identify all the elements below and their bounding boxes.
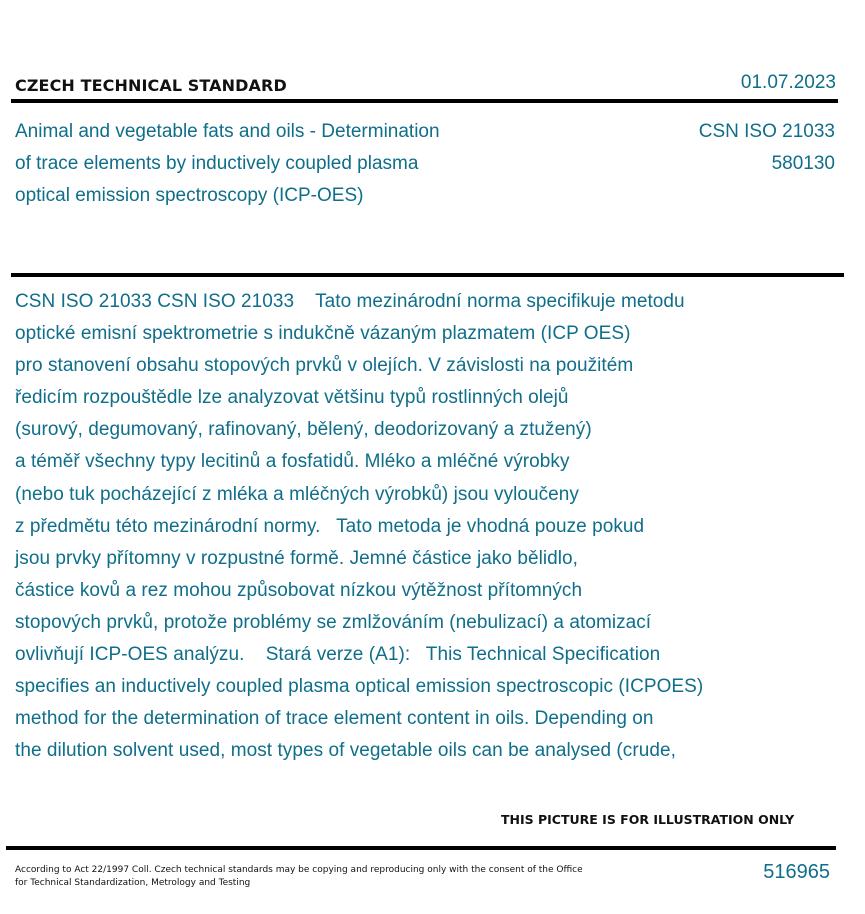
abstract-line: jsou prvky přítomny v rozpustné formě. Jemné částice jako bělidlo, — [15, 547, 578, 569]
header-date: 01.07.2023 — [740, 72, 836, 93]
standard-code: CSN ISO 21033 — [698, 121, 835, 142]
header-label: CZECH TECHNICAL STANDARD — [15, 76, 287, 95]
illustration-note: THIS PICTURE IS FOR ILLUSTRATION ONLY — [501, 812, 795, 827]
footer-number: 516965 — [763, 861, 830, 883]
copyright-line: for Technical Standardization, Metrology and Testing — [15, 878, 251, 888]
copyright-line: According to Act 22/1997 Coll. Czech technical standards may be copying and reproducing only with the consent of the Office — [15, 865, 583, 875]
abstract-line: method for the determination of trace element content in oils. Depending on — [15, 708, 654, 730]
abstract-line: (nebo tuk pocházející z mléka a mléčných výrobků) jsou vyloučeny — [15, 483, 579, 505]
abstract-line: ředicím rozpouštědle lze analyzovat většinu typů rostlinných olejů — [15, 387, 569, 409]
title-line: optical emission spectroscopy (ICP-OES) — [15, 185, 364, 206]
standard-title — [15, 116, 535, 212]
header-rule — [11, 99, 838, 103]
section-rule — [11, 273, 844, 277]
abstract-text — [15, 286, 835, 767]
class-number: 580130 — [771, 153, 835, 174]
abstract-line: pro stanovení obsahu stopových prvků v olejích. V závislosti na použitém — [15, 355, 634, 377]
abstract-line: stopových prvků, protože problémy se zmlžováním (nebulizací) a atomizací — [15, 611, 652, 633]
standard-identifiers — [699, 116, 835, 180]
title-line: Animal and vegetable fats and oils - Determination — [15, 121, 440, 142]
abstract-line: (surový, degumovaný, rafinovaný, bělený, deodorizovaný a ztužený) — [15, 419, 592, 441]
footer-rule — [6, 846, 836, 850]
abstract-line: částice kovů a rez mohou způsobovat nízkou výtěžnost přítomných — [15, 579, 583, 601]
abstract-line: ovlivňují ICP-OES analýzu. Stará verze (A1): This Technical Specification — [15, 644, 661, 666]
abstract-line: optické emisní spektrometrie s indukčně vázaným plazmatem (ICP OES) — [15, 323, 631, 345]
abstract-line: a téměř všechny typy lecitinů a fosfatidů. Mléko a mléčné výrobky — [15, 451, 570, 473]
abstract-line: z předmětu této mezinárodní normy. Tato metoda je vhodná pouze pokud — [15, 515, 645, 537]
copyright-note — [15, 864, 595, 890]
abstract-line: the dilution solvent used, most types of vegetable oils can be analysed (crude, — [15, 740, 676, 762]
abstract-line: specifies an inductively coupled plasma optical emission spectroscopic (ICPOES) — [15, 676, 704, 698]
abstract-line: CSN ISO 21033 CSN ISO 21033 Tato mezinárodní norma specifikuje metodu — [15, 291, 685, 312]
title-line: of trace elements by inductively coupled plasma — [15, 153, 419, 174]
